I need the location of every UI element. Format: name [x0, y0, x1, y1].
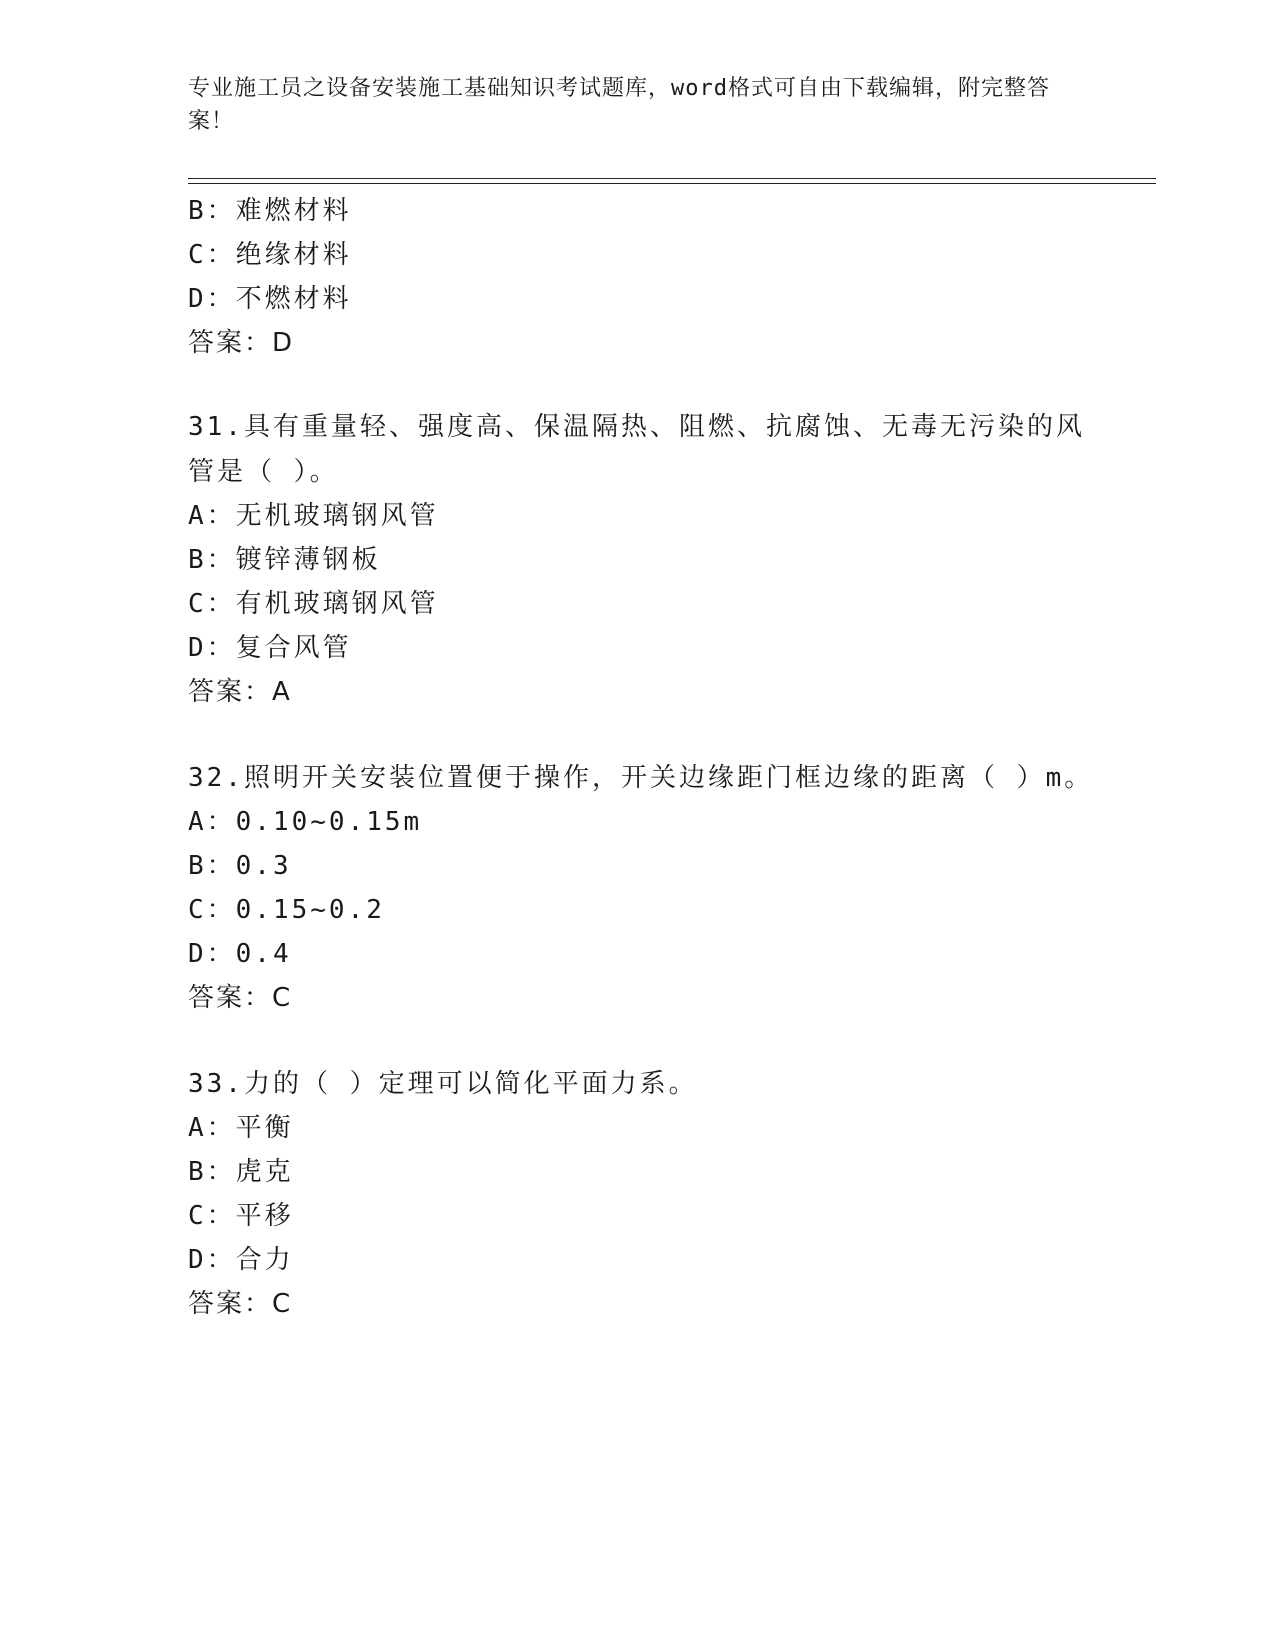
document-header: 专业施工员之设备安装施工基础知识考试题库，word格式可自由下载编辑，附完整答案！	[188, 76, 1050, 134]
question-32-option-b: B：0.3	[188, 851, 292, 881]
answer-line: 答案：D	[188, 328, 295, 358]
question-33-option-b: B：虎克	[188, 1157, 294, 1187]
question-31-answer: 答案：A	[188, 677, 292, 707]
question-32-option-a: A：0.10~0.15m	[188, 807, 423, 837]
question-32-stem: 32.照明开关安装位置便于操作，开关边缘距门框边缘的距离（ ）m。	[188, 763, 1094, 793]
question-33-stem: 33.力的（ ）定理可以简化平面力系。	[188, 1069, 698, 1099]
question-31-option-d: D：复合风管	[188, 633, 352, 663]
question-33-option-d: D：合力	[188, 1245, 294, 1275]
question-31-option-c: C：有机玻璃钢风管	[188, 589, 439, 619]
question-31-option-b: B：镀锌薄钢板	[188, 545, 381, 575]
header-divider-secondary	[188, 183, 1156, 184]
question-33-answer: 答案：C	[188, 1289, 293, 1319]
question-33-option-a: A：平衡	[188, 1113, 294, 1143]
option-d: D：不燃材料	[188, 284, 352, 314]
option-c: C：绝缘材料	[188, 240, 352, 270]
option-b: B：难燃材料	[188, 196, 352, 226]
question-31-stem: 31.具有重量轻、强度高、保温隔热、阻燃、抗腐蚀、无毒无污染的风管是（ ）。	[188, 412, 1085, 487]
header-divider	[188, 178, 1156, 179]
question-32-answer: 答案：C	[188, 983, 293, 1013]
question-32-option-d: D：0.4	[188, 939, 292, 969]
question-32-option-c: C：0.15~0.2	[188, 895, 385, 925]
question-33-option-c: C：平移	[188, 1201, 294, 1231]
question-31-option-a: A：无机玻璃钢风管	[188, 501, 439, 531]
